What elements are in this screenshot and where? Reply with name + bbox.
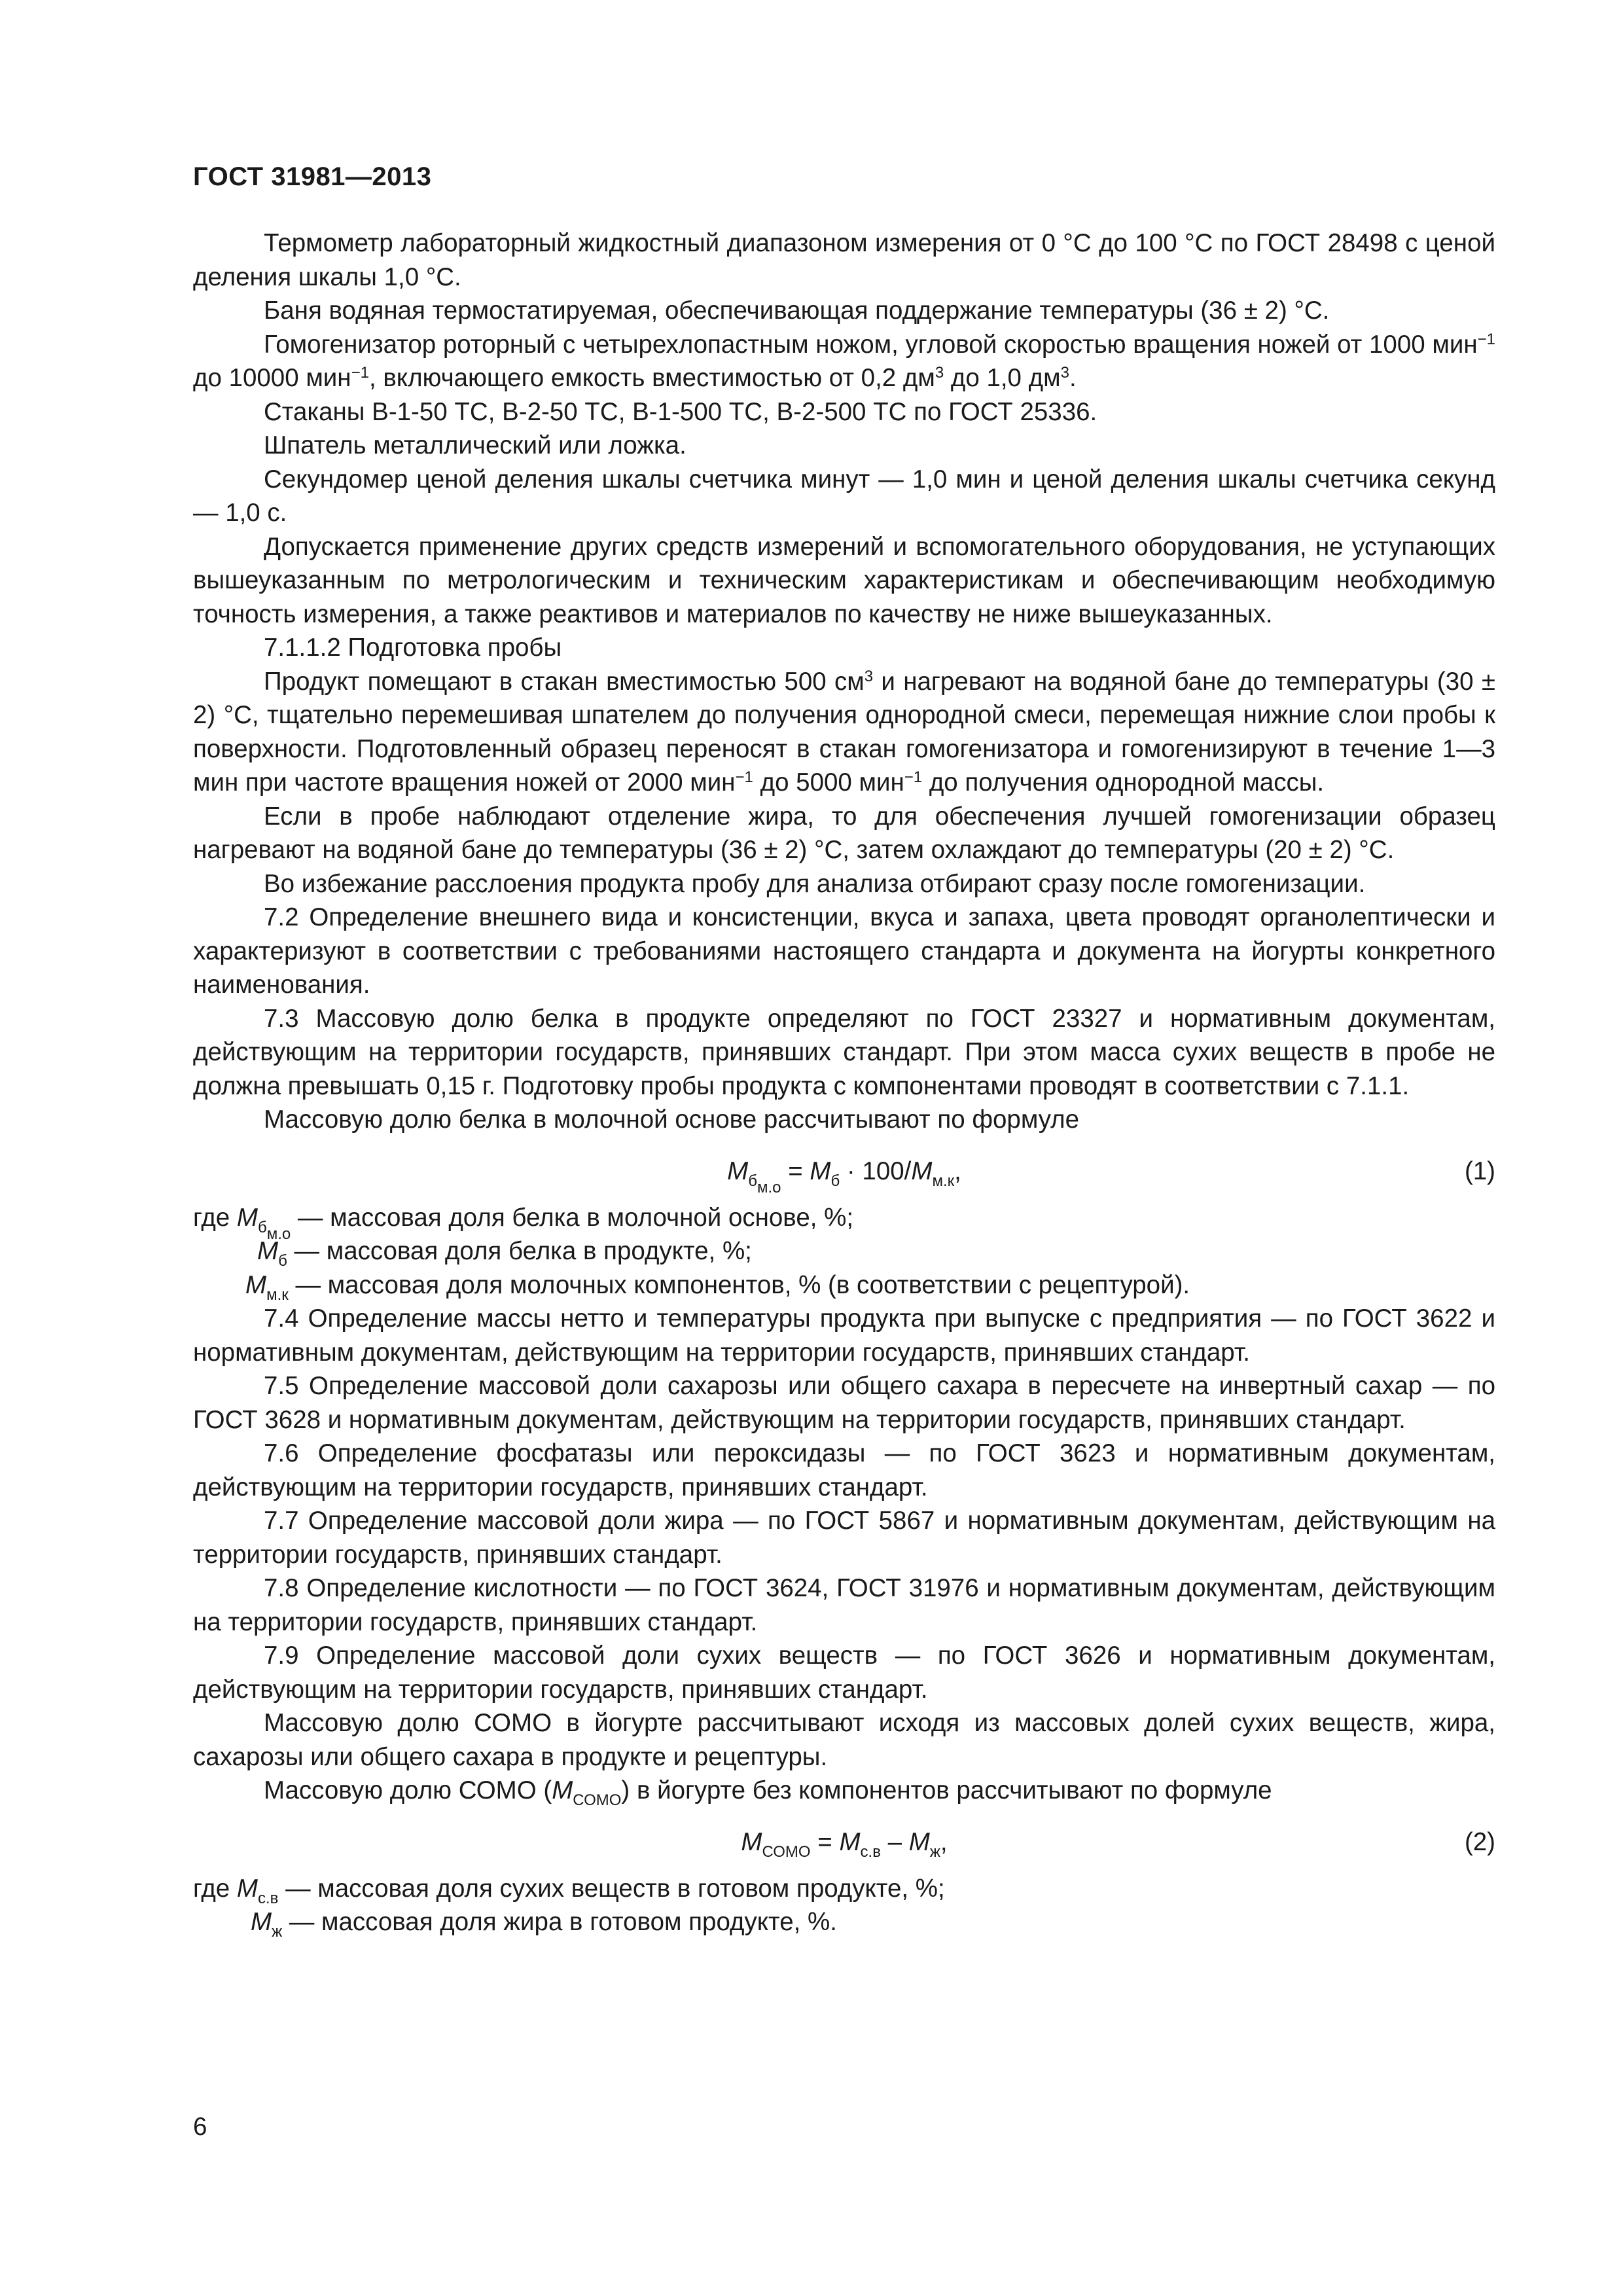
paragraph: Массовую долю белка в молочной основе рассчитывают по формуле (264, 1105, 1080, 1134)
symbol: М (245, 1270, 267, 1299)
symbol: М (839, 1827, 861, 1856)
text: – (880, 1827, 909, 1856)
symbol: М (908, 1827, 930, 1856)
text: . (1069, 364, 1077, 392)
paragraph: Массовую долю СОМО в йогурте рассчитывают исходя из массовых долей сухих веществ, жира, сахарозы или общего сахара в продукте и рецептуры. (193, 1709, 1495, 1771)
text: до получения однородной массы. (922, 768, 1325, 797)
subscript: м.к (266, 1285, 289, 1304)
text: где (193, 1203, 237, 1232)
symbol: М (236, 1874, 258, 1903)
formula-1 (193, 1152, 1495, 1196)
paragraph: Термометр лабораторный жидкостный диапазоном измерения от 0 °С до 100 °С по ГОСТ 28498 с ценой деления шкалы 1,0 °С. (193, 229, 1495, 291)
text: Продукт помещают в стакан вместимостью 500 см (264, 667, 865, 696)
subscript: СОМО (762, 1842, 811, 1861)
paragraph: Стаканы В-1-50 ТС, В-2-50 ТС, В-1-500 ТС, В-2-500 ТС по ГОСТ 25336. (264, 397, 1097, 426)
text: — массовая доля молочных компонентов, % (в соответствии с рецептурой). (288, 1270, 1190, 1299)
subscript: ж (929, 1842, 940, 1861)
paragraph: 7.6 Определение фосфатазы или пероксидазы — по ГОСТ 3623 и нормативным документам, действующим на территории государств, принявших стандарт. (193, 1439, 1495, 1501)
text: — массовая доля жира в готовом продукте, %. (282, 1908, 837, 1936)
subscript: м.о (266, 1225, 291, 1243)
page-number: 6 (193, 2113, 207, 2141)
superscript: −1 (1477, 330, 1495, 348)
formula-number: (1) (1464, 1157, 1495, 1185)
text: б (748, 1172, 757, 1190)
paragraph: 7.5 Определение массовой доли сахарозы или общего сахара в пересчете на инвертный сахар — по ГОСТ 3628 и нормативным документам, действующим на территории государств, принявших стандарт. (193, 1372, 1495, 1434)
superscript: −1 (351, 364, 369, 382)
text: где (193, 1874, 237, 1903)
symbol: М (236, 1203, 258, 1232)
text: , включающего емкость вместимостью от 0,2 дм (368, 364, 935, 392)
symbol: М (552, 1776, 573, 1804)
formula-expression (193, 1152, 1495, 1196)
paragraph: 7.8 Определение кислотности — по ГОСТ 3624, ГОСТ 31976 и нормативным документам, действующим на территории государств, принявших стандарт. (193, 1574, 1495, 1636)
section-heading: 7.1.1.2 Подготовка пробы (264, 634, 562, 662)
superscript: −1 (904, 768, 923, 786)
subscript: м.о (757, 1178, 781, 1196)
text: = (810, 1827, 840, 1856)
superscript: 3 (1060, 364, 1069, 382)
paragraph (193, 328, 1495, 395)
text: ) в йогурте без компонентов рассчитывают по формуле (621, 1776, 1272, 1804)
formula-number: (2) (1464, 1827, 1495, 1856)
paragraph: 7.9 Определение массовой доли сухих веществ — по ГОСТ 3626 и нормативным документам, действующим на территории государств, принявших стандарт. (193, 1641, 1495, 1704)
paragraph: Баня водяная термостатируемая, обеспечивающая поддержание температуры (36 ± 2) °С. (264, 296, 1330, 325)
definition (193, 1905, 1495, 1939)
text: , (954, 1157, 961, 1185)
subscript (748, 1172, 781, 1196)
subscript: ж (272, 1923, 283, 1941)
definition (193, 1872, 1495, 1906)
text: до 5000 мин (753, 768, 904, 797)
subscript: б (830, 1172, 840, 1190)
symbol: М (911, 1157, 933, 1185)
text: · 100/ (840, 1157, 912, 1185)
text: = (781, 1157, 810, 1185)
symbol: М (251, 1908, 272, 1936)
text: до 1,0 дм (944, 364, 1061, 392)
symbol: М (741, 1827, 762, 1856)
superscript: 3 (864, 667, 874, 685)
paragraph (193, 665, 1495, 800)
paragraph: 7.4 Определение массы нетто и температуры продукта при выпуске с предприятия — по ГОСТ 3622 и нормативным документам, действующим на территории государств, принявших стандарт. (193, 1304, 1495, 1367)
definition (193, 1234, 1495, 1268)
text: и нагревают на водяной бане до температуры (30 ± 2) °С, тщательно перемешивая шпателем до получения однородной смеси, перемещая нижние слои пробы к поверхности. Подготовленный образец переносят в стакан гомогенизатора и гомогенизируют в течение 1—3 мин при частоте вращения ножей от 2000 мин (193, 667, 1496, 797)
subscript (257, 1218, 291, 1243)
paragraph: Во избежание расслоения продукта пробу для анализа отбирают сразу после гомогенизации. (264, 869, 1366, 898)
text: — массовая доля сухих веществ в готовом продукте, %; (278, 1874, 945, 1903)
symbol: М (257, 1237, 279, 1265)
definition (193, 1268, 1495, 1302)
text: б (257, 1218, 267, 1236)
document-body (193, 226, 1495, 1939)
paragraph: 7.2 Определение внешнего вида и консистенции, вкуса и запаха, цвета проводят органолептически и характеризуют в соответствии с требованиями настоящего стандарта и документа на йогурты конкретного наименования. (193, 903, 1495, 999)
paragraph: 7.7 Определение массовой доли жира — по ГОСТ 5867 и нормативным документам, действующим на территории государств, принявших стандарт. (193, 1507, 1495, 1569)
subscript: б (278, 1252, 287, 1270)
paragraph: Допускается применение других средств измерений и вспомогательного оборудования, не уступающих вышеуказанным по метрологическим и техническим характеристикам и обеспечивающим необходимую точность измерения, а также реактивов и материалов по качеству не ниже вышеуказанных. (193, 532, 1495, 628)
paragraph: 7.3 Массовую долю белка в продукте определяют по ГОСТ 23327 и нормативным документам, действующим на территории государств, принявших стандарт. При этом масса сухих веществ в пробе не должна превышать 0,15 г. Подготовку пробы продукта с компонентами проводят в соответствии с 7.1.1. (193, 1004, 1495, 1100)
text: Массовую долю СОМО ( (264, 1776, 552, 1804)
definition (193, 1201, 1495, 1243)
text: — массовая доля белка в молочной основе, %; (291, 1203, 854, 1232)
symbol: М (727, 1157, 749, 1185)
superscript: 3 (935, 364, 944, 382)
paragraph: Шпатель металлический или ложка. (264, 431, 687, 459)
formula-2 (193, 1823, 1495, 1862)
superscript: −1 (735, 768, 753, 786)
paragraph (193, 1774, 1495, 1808)
paragraph: Если в пробе наблюдают отделение жира, то для обеспечения лучшей гомогенизации образец нагревают на водяной бане до температуры (36 ± 2) °С, затем охлаждают до температуры (20 ± 2) °С. (193, 802, 1495, 864)
formula-1-definitions (193, 1201, 1495, 1302)
text: — массовая доля белка в продукте, %; (287, 1237, 752, 1265)
formula-2-definitions (193, 1872, 1495, 1939)
document-header: ГОСТ 31981—2013 (193, 162, 432, 191)
paragraph: Секундомер ценой деления шкалы счетчика минут — 1,0 мин и ценой деления шкалы счетчика секунд — 1,0 с. (193, 465, 1495, 527)
text: Гомогенизатор роторный с четырехлопастным ножом, угловой скоростью вращения ножей от 1000 мин (264, 330, 1478, 359)
symbol: М (810, 1157, 831, 1185)
formula-expression (193, 1823, 1495, 1862)
text: до 10000 мин (193, 364, 351, 392)
subscript: с.в (860, 1842, 881, 1861)
subscript: СОМО (573, 1791, 622, 1809)
subscript: м.к (932, 1172, 955, 1190)
subscript: с.в (257, 1889, 279, 1907)
text: , (940, 1827, 948, 1856)
